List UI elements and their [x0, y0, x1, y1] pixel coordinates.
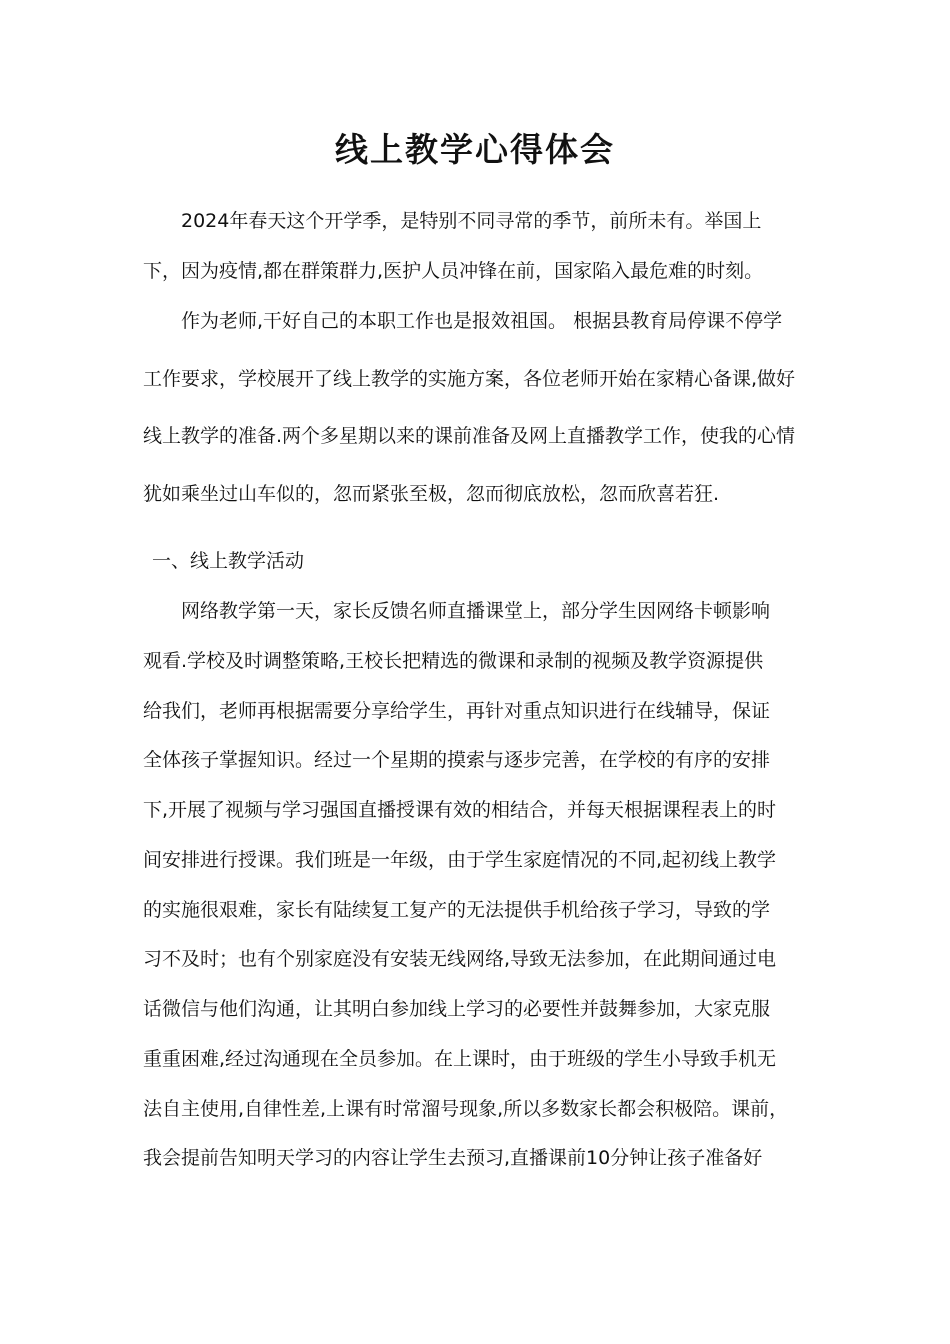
- paragraph-1-line-2: 下，因为疫情,都在群策群力,医护人员冲锋在前，国家陷入最危难的时刻。: [143, 260, 764, 282]
- paragraph-2-line-3: 线上教学的准备.两个多星期以来的课前准备及网上直播教学工作，使我的心情: [143, 425, 796, 447]
- paragraph-3-line-1: 网络教学第一天，家长反馈名师直播课堂上，部分学生因网络卡顿影响: [181, 600, 771, 622]
- paragraph-3-line-5: 下,开展了视频与学习强国直播授课有效的相结合，并每天根据课程表上的时: [143, 799, 777, 821]
- paragraph-3-line-2: 观看.学校及时调整策略,王校长把精选的微课和录制的视频及教学资源提供: [143, 650, 764, 672]
- paragraph-3-line-8: 习不及时；也有个别家庭没有安装无线网络,导致无法参加，在此期间通过电: [143, 948, 777, 970]
- paragraph-3-line-11: 法自主使用,自律性差,上课有时常溜号现象,所以多数家长都会积极陪。课前，: [143, 1098, 789, 1120]
- paragraph-3-line-6: 间安排进行授课。我们班是一年级，由于学生家庭情况的不同,起初线上教学: [143, 849, 777, 871]
- paragraph-3-line-7: 的实施很艰难，家长有陆续复工复产的无法提供手机给孩子学习，导致的学: [143, 899, 771, 921]
- paragraph-2-line-4: 犹如乘坐过山车似的，忽而紧张至极，忽而彻底放松，忽而欣喜若狂.: [143, 483, 720, 505]
- section-heading: 一、线上教学活动: [152, 550, 305, 572]
- paragraph-3-line-9: 话微信与他们沟通，让其明白参加线上学习的必要性并鼓舞参加，大家克服: [143, 998, 771, 1020]
- paragraph-3-line-12: 我会提前告知明天学习的内容让学生去预习,直播课前10分钟让孩子准备好: [143, 1147, 763, 1169]
- paragraph-2-line-2: 工作要求，学校展开了线上教学的实施方案，各位老师开始在家精心备课,做好: [143, 368, 796, 390]
- paragraph-3-line-10: 重重困难,经过沟通现在全员参加。在上课时，由于班级的学生小导致手机无: [143, 1048, 777, 1070]
- paragraph-3-line-3: 给我们，老师再根据需要分享给学生，再针对重点知识进行在线辅导，保证: [143, 700, 771, 722]
- document-title: 线上教学心得体会: [335, 130, 615, 169]
- paragraph-2-line-1: 作为老师,干好自己的本职工作也是报效祖国。 根据县教育局停课不停学: [181, 310, 783, 332]
- paragraph-3-line-4: 全体孩子掌握知识。经过一个星期的摸索与逐步完善，在学校的有序的安排: [143, 749, 771, 771]
- paragraph-1-line-1: 2024年春天这个开学季，是特别不同寻常的季节，前所未有。举国上: [181, 210, 762, 232]
